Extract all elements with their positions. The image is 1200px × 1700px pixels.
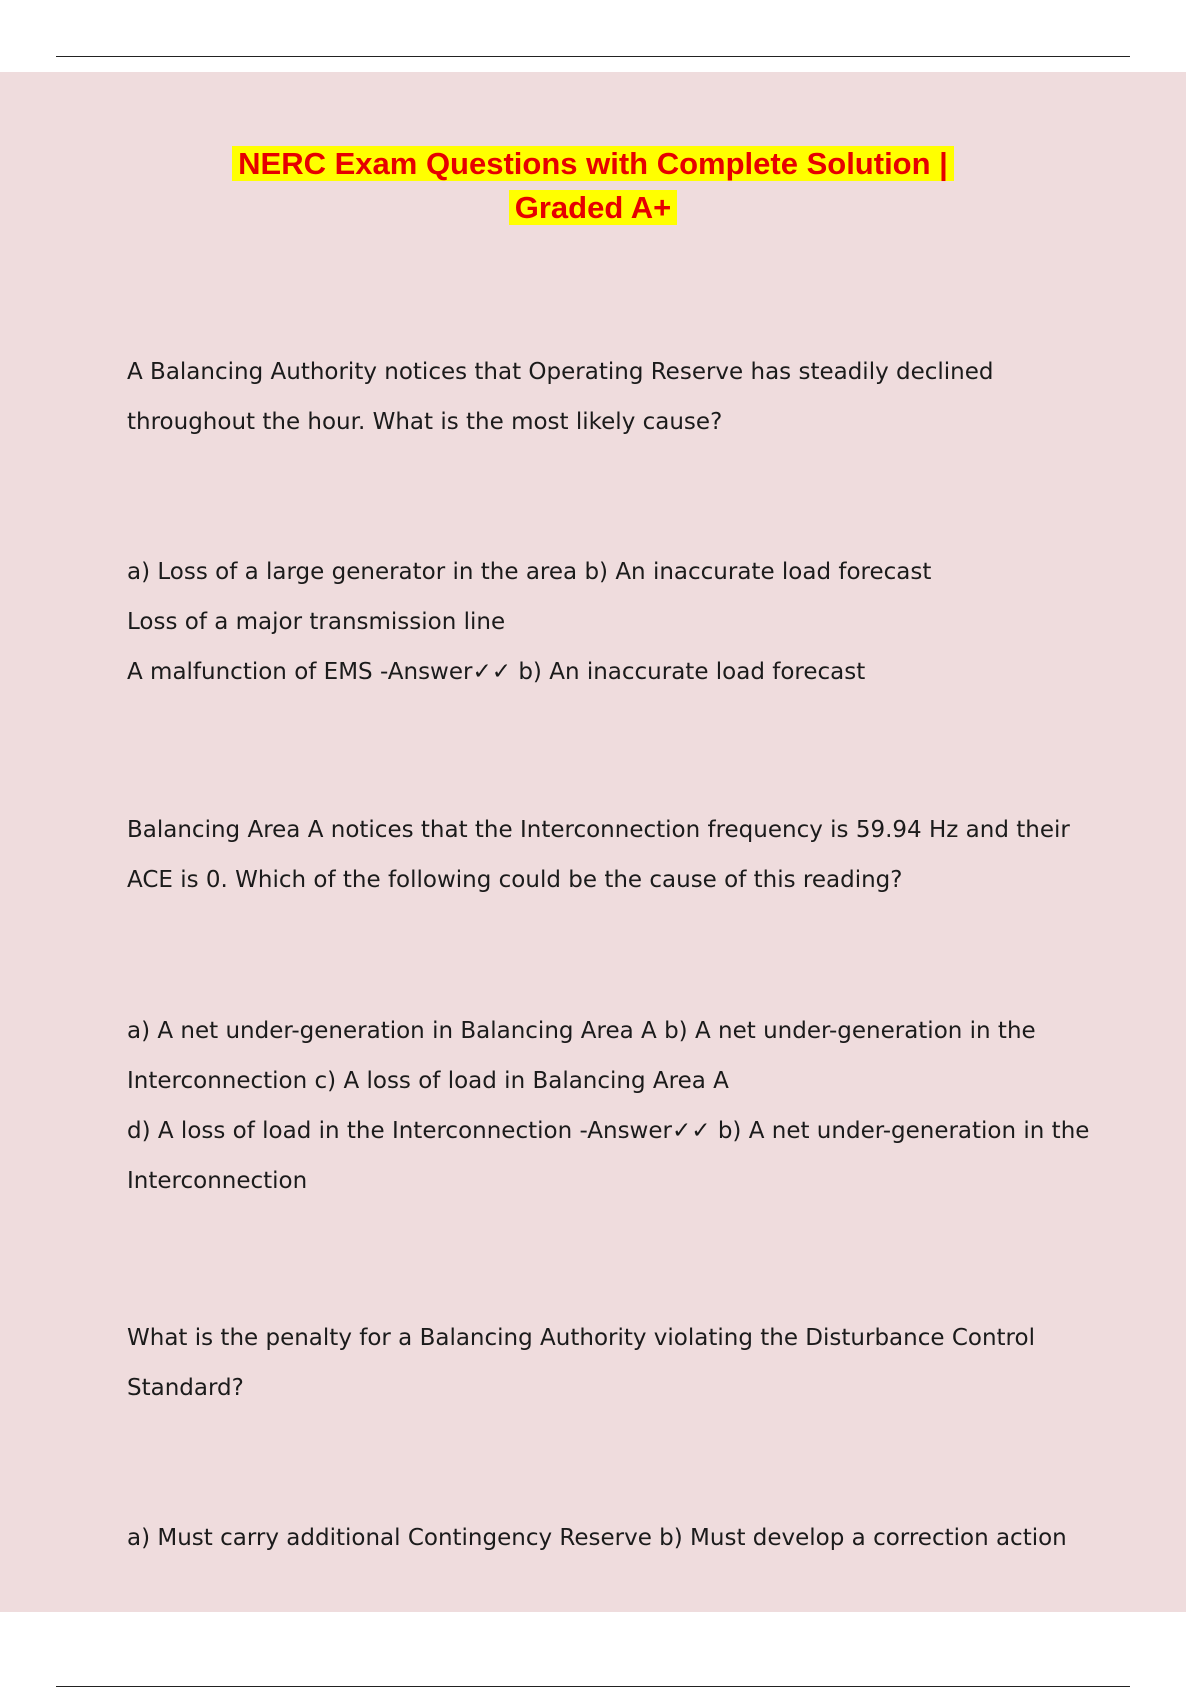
header-rule (56, 56, 1130, 57)
options-2-line-1: a) A net under-generation in Balancing Area A b) A net under-generation in the (127, 1018, 1036, 1044)
question-2 (127, 805, 1087, 905)
title-line-1: NERC Exam Questions with Complete Solution | (232, 146, 954, 181)
question-3-line-1: What is the penalty for a Balancing Authority violating the Disturbance Control (127, 1325, 1035, 1351)
question-2-line-2: ACE is 0. Which of the following could be the cause of this reading? (127, 867, 903, 893)
question-3 (127, 1313, 1087, 1413)
title-line-2: Graded A+ (509, 190, 677, 225)
question-3-line-2: Standard? (127, 1375, 244, 1401)
answer-options-1 (127, 547, 1087, 697)
document-title (0, 142, 1186, 230)
answer-options-3 (127, 1513, 1087, 1563)
options-1-line-2: Loss of a major transmission line (127, 609, 506, 635)
options-1-line-1: a) Loss of a large generator in the area b) An inaccurate load forecast (127, 559, 932, 585)
answer-options-2 (127, 1006, 1090, 1206)
options-2-line-3: d) A loss of load in the Interconnection -Answer✓✓ b) A net under-generation in the (127, 1118, 1090, 1144)
footer-rule (56, 1686, 1130, 1687)
options-3-line-1: a) Must carry additional Contingency Reserve b) Must develop a correction action (127, 1525, 1067, 1551)
options-1-line-3: A malfunction of EMS -Answer✓✓ b) An inaccurate load forecast (127, 659, 866, 685)
question-1-line-1: A Balancing Authority notices that Operating Reserve has steadily declined (127, 359, 994, 385)
question-1-line-2: throughout the hour. What is the most likely cause? (127, 409, 723, 435)
question-1 (127, 347, 1087, 447)
options-2-line-4: Interconnection (127, 1168, 308, 1194)
options-2-line-2: Interconnection c) A loss of load in Balancing Area A (127, 1068, 729, 1094)
question-2-line-1: Balancing Area A notices that the Interconnection frequency is 59.94 Hz and their (127, 817, 1070, 843)
